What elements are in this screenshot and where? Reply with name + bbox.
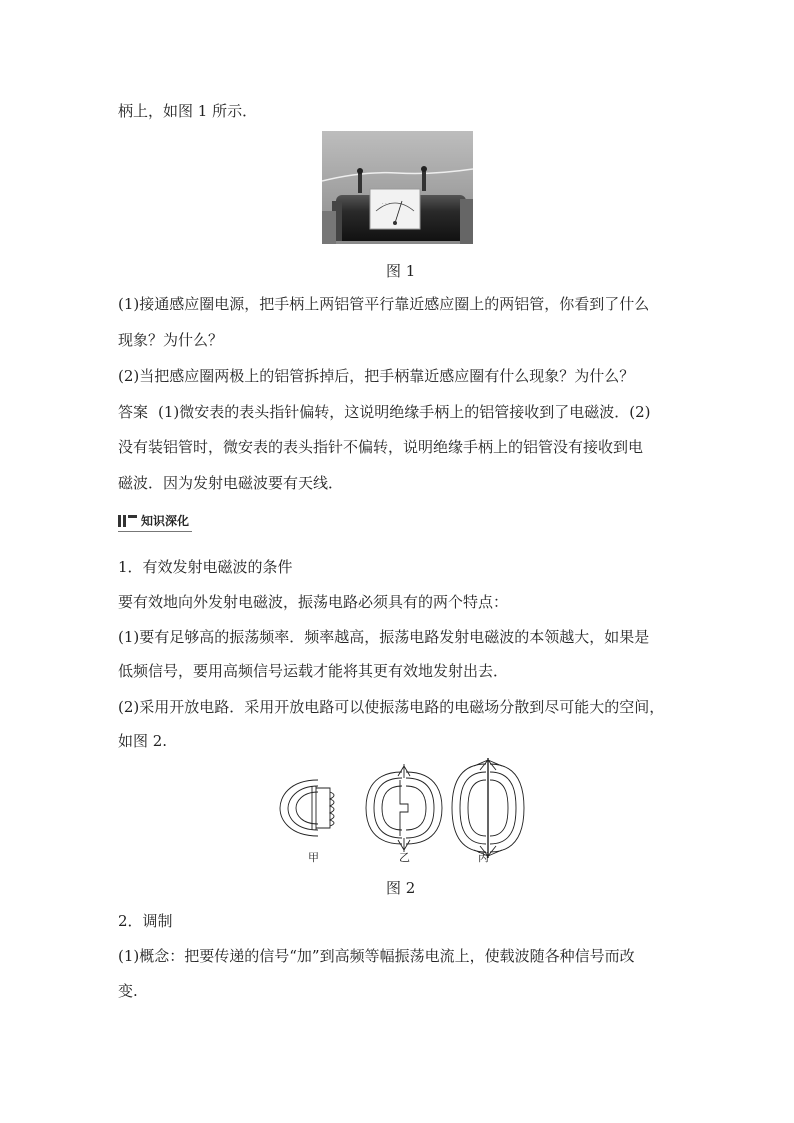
answer-label: 答案	[118, 403, 149, 421]
figure-2-caption: 图 2	[386, 879, 416, 897]
section-heading	[118, 512, 189, 529]
figure-2-label-yi: 乙	[399, 851, 410, 864]
item-1-intro: 要有效地向外发射电磁波，振荡电路必须具有的两个特点：	[118, 593, 509, 611]
answer-text-1: (1)微安表的表头指针偏转，这说明绝缘手柄上的铝管接收到了电磁波．(2)	[158, 403, 651, 421]
answer-line-2: 没有装铝管时，微安表的表头指针不偏转，说明绝缘手柄上的铝管没有接收到电	[118, 438, 644, 456]
section-underline	[118, 531, 192, 532]
section-bars-icon	[118, 515, 137, 527]
figure-2-panel-bing	[452, 758, 524, 858]
question-2: (2)当把感应圈两极上的铝管拆掉后，把手柄靠近感应圈有什么现象？为什么？	[118, 367, 635, 385]
question-1-line-2: 现象？为什么？	[118, 331, 224, 349]
figure-1-photo	[322, 131, 473, 244]
text-line-1: 柄上，如图 1 所示．	[118, 102, 258, 120]
section-title: 知识深化	[141, 514, 190, 528]
item-2-heading: 2．调制	[118, 912, 173, 930]
item-1-point-2-line-2: 如图 2.	[118, 732, 168, 750]
item-2-concept-line-1: (1)概念：把要传递的信号“加”到高频等幅振荡电流上，使载波随各种信号而改	[118, 947, 635, 965]
answer-line-3: 磁波．因为发射电磁波要有天线．	[118, 474, 344, 492]
item-2-concept-line-2: 变.	[118, 982, 138, 1000]
item-1-point-2-line-1: (2)采用开放电路．采用开放电路可以使振荡电路的电磁场分散到尽可能大的空间，	[118, 698, 665, 716]
figure-2-panel-jia	[280, 780, 334, 836]
figure-2-panel-yi	[366, 764, 442, 852]
item-1-point-1-line-2: 低频信号，要用高频信号运载才能将其更有效地发射出去．	[118, 662, 509, 680]
figure-1-caption: 图 1	[386, 262, 416, 280]
svg-text:· · ·: · · ·	[382, 201, 390, 207]
figure-2-label-jia: 甲	[308, 851, 319, 864]
item-1-heading: 1．有效发射电磁波的条件	[118, 558, 293, 576]
answer-line-1	[118, 402, 651, 422]
question-1-line-1: (1)接通感应圈电源，把手柄上两铝管平行靠近感应圈上的两铝管，你看到了什么	[118, 295, 650, 313]
item-1-point-1-line-1: (1)要有足够高的振荡频率．频率越高，振荡电路发射电磁波的本领越大，如果是	[118, 628, 650, 646]
figure-2-label-bing: 丙	[478, 851, 489, 864]
